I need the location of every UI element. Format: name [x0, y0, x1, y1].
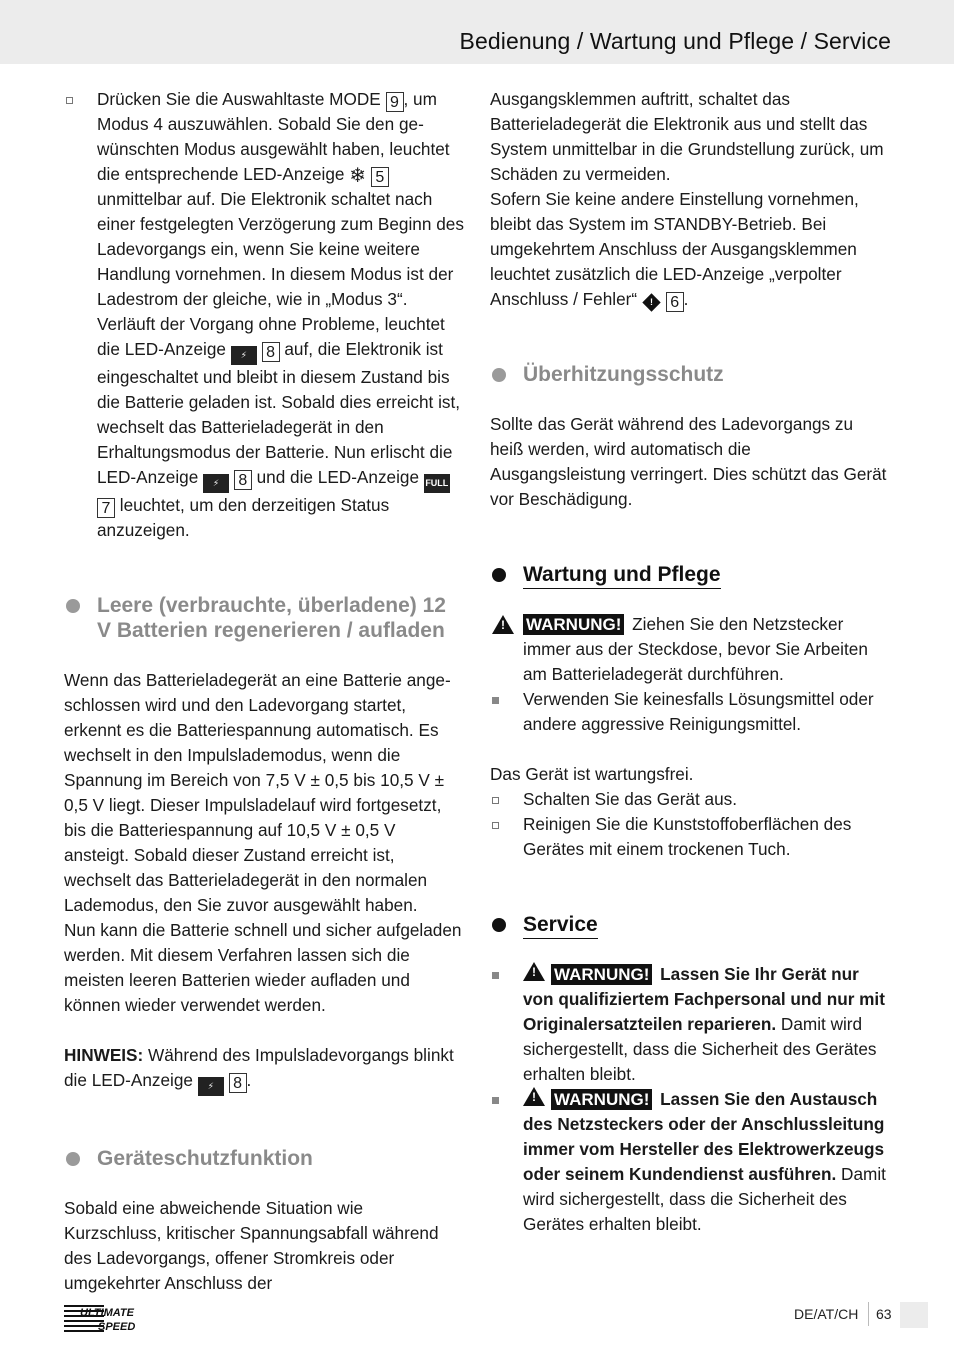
square-bullet-icon: [492, 822, 499, 829]
regen-paragraph-2: Nun kann die Batterie schnell und sicher aufgeladen werden. Mit diesem Verfahren lassen sich die meisten leeren Batterien wieder aufladen und können wieder verwendet werden.: [64, 920, 462, 1015]
care-step-1: Schalten Sie das Gerät aus.: [490, 787, 890, 812]
ref-box: 7: [97, 498, 115, 518]
snowflake-icon: ❄: [349, 165, 367, 187]
warning-label: WARNUNG!: [551, 964, 652, 985]
warning-triangle-icon: !: [492, 615, 514, 634]
ref-box: 5: [371, 167, 389, 187]
warning-triangle-icon: !: [523, 962, 545, 981]
protect-heading: Geräteschutzfunktion: [64, 1146, 464, 1171]
heading-dot-icon: [492, 368, 506, 382]
left-column: [64, 87, 464, 1296]
ref-box: 9: [386, 92, 404, 112]
footer-locale: DE/AT/CH: [794, 1306, 859, 1322]
square-bullet-icon: [492, 797, 499, 804]
page-number: 63: [876, 1306, 892, 1322]
regen-paragraph-1: Wenn das Batterieladegerät an eine Batterie angeschlossen wird und den Ladevorgang startet, erkennt es die Batteriespannung automatisch. Es wechselt in den Impulslademodus, wenn die Spannung im Bereich von 7,5 V ± 0,5 bis 10,5 V ± 0,5 V liegt. Dieser Impulsladelauf wird fortgesetzt, bis die Batteriespannung auf 10,5 V ± 0,5 V ansteigt. Sobald dieser Zustand erreicht ist, wechselt das Batterieladegerät in den normalen Lademodus, den Sie zuvor ausgewählt haben.: [64, 670, 451, 915]
care-bullet: Verwenden Sie keinesfalls Lösungsmittel oder andere aggressive Reinigungsmittel.: [490, 687, 890, 737]
square-bullet-icon: [492, 1097, 499, 1104]
warning-label: WARNUNG!: [551, 1089, 652, 1110]
heading-dot-icon: [492, 568, 506, 582]
regen-note: HINWEIS: Während des Impulsladevorgangs blinkt die LED-Anzeige ⚡ 8 .: [64, 1043, 464, 1096]
square-bullet-icon: [66, 97, 73, 104]
mode4-text-1: Drücken Sie die Auswahltaste MODE 9 , um Modus 4 auszuwählen. Sobald Sie den gewünschten Modus ausgewählt haben, leuchtet die entsprechende LED-Anzeige ❄ 5 unmittelbar auf. Die Elektronik schaltet nach einer festgelegten Verzögerung zum Beginn des Ladevorgangs ein, wenn Sie keine weitere Handlung vornehmen. In diesem Modus ist der Ladestrom der gleiche, wie in „Modus 3“.: [97, 89, 464, 309]
care-heading: Wartung und Pflege: [490, 562, 890, 587]
heading-dot-icon: [66, 599, 80, 613]
logo-text-top: ULTIMATE: [80, 1307, 134, 1319]
overheat-paragraph: Sollte das Gerät während des Ladevorgangs zu heiß werden, wird automatisch die Ausgangsleistung verringert. Dies schützt das Gerät vor Beschädigung.: [490, 414, 887, 509]
ref-box: 6: [666, 292, 684, 312]
regen-heading: Leere (verbrauchte, überladene) 12 V Batterien regenerieren / aufladen: [64, 593, 464, 643]
overheat-heading: Überhitzungsschutz: [490, 362, 890, 387]
heading-dot-icon: [492, 918, 506, 932]
protect-paragraph-3: Sofern Sie keine andere Einstellung vornehmen, bleibt das System im STANDBY-Betrieb. Bei umgekehrtem Anschluss der Ausgangsklemmen leuchtet zusätzlich die LED-Anzeige „verpolter Anschluss / Fehler“ ! 6 .: [490, 189, 859, 311]
logo-text-bottom: SPEED: [98, 1321, 136, 1333]
care-maintenance-free: Das Gerät ist wartungsfrei.: [490, 764, 694, 784]
battery-full-icon: FULL: [424, 474, 450, 493]
mode4-paragraph: [64, 87, 464, 543]
mode4-text-2: Verläuft der Vorgang ohne Probleme, leuchtet die LED-Anzeige ⚡ 8 auf, die Elektronik ist eingeschaltet und bleibt in diesem Zustand bis die Batterie geladen ist. Sobald dies erreicht ist, wechselt das Batterieladegerät in den Erhaltungsmodus der Batterie. Nun erlischt die LED-Anzeige ⚡ 8 und die LED-Anzeige FULL 7 leuchtet, um den derzeitigen Status anzuzeigen.: [97, 314, 461, 540]
footer-tab: [900, 1302, 928, 1328]
battery-charge-icon: ⚡: [198, 1077, 224, 1096]
header-bar: [0, 0, 954, 64]
warning-label: WARNUNG!: [523, 614, 624, 635]
ref-box: 8: [229, 1073, 247, 1093]
protect-paragraph-1: Sobald eine abweichende Situation wie Kurzschluss, kritischer Spannungsabfall während des Ladevorgangs, offener Stromkreis oder umgekehrter Anschluss der: [64, 1198, 439, 1293]
service-heading: Service: [490, 912, 890, 937]
heading-dot-icon: [66, 1152, 80, 1166]
battery-charge-icon: ⚡: [203, 474, 229, 493]
ref-box: 8: [262, 342, 280, 362]
error-diamond-icon: !: [642, 293, 660, 311]
care-warning: ! WARNUNG! Ziehen Sie den Netzstecker immer aus der Steckdose, bevor Sie Arbeiten am Batterieladegerät durchführen.: [490, 612, 890, 687]
service-warning-1: ! WARNUNG! Lassen Sie Ihr Gerät nur von qualifiziertem Fachpersonal und nur mit Originalersatzteilen reparieren. Damit wird sichergestellt, dass die Sicherheit des Gerätes erhalten bleibt.: [490, 962, 890, 1087]
warning-triangle-icon: !: [523, 1087, 545, 1106]
ref-box: 8: [234, 470, 252, 490]
right-column: [490, 87, 890, 1237]
protect-paragraph-2: Ausgangsklemmen auftritt, schaltet das Batterieladegerät die Elektronik aus und stellt das System unmittelbar in die Grundstellung zurück, um Schäden zu vermeiden.: [490, 89, 884, 184]
brand-logo: [64, 1303, 160, 1333]
battery-charge-icon: ⚡: [231, 346, 257, 365]
footer-divider: [868, 1302, 869, 1326]
square-bullet-icon: [492, 697, 499, 704]
page-title: Bedienung / Wartung und Pflege / Service: [459, 28, 891, 54]
care-step-2: Reinigen Sie die Kunststoffoberflächen des Gerätes mit einem trockenen Tuch.: [490, 812, 890, 862]
service-warning-2: ! WARNUNG! Lassen Sie den Austausch des Netzsteckers oder der Anschlussleitung immer vom Hersteller des Elektrowerkzeugs oder seinem Kundendienst ausführen. Damit wird sichergestellt, dass die Sicherheit des Gerätes erhalten bleibt.: [490, 1087, 890, 1237]
square-bullet-icon: [492, 972, 499, 979]
